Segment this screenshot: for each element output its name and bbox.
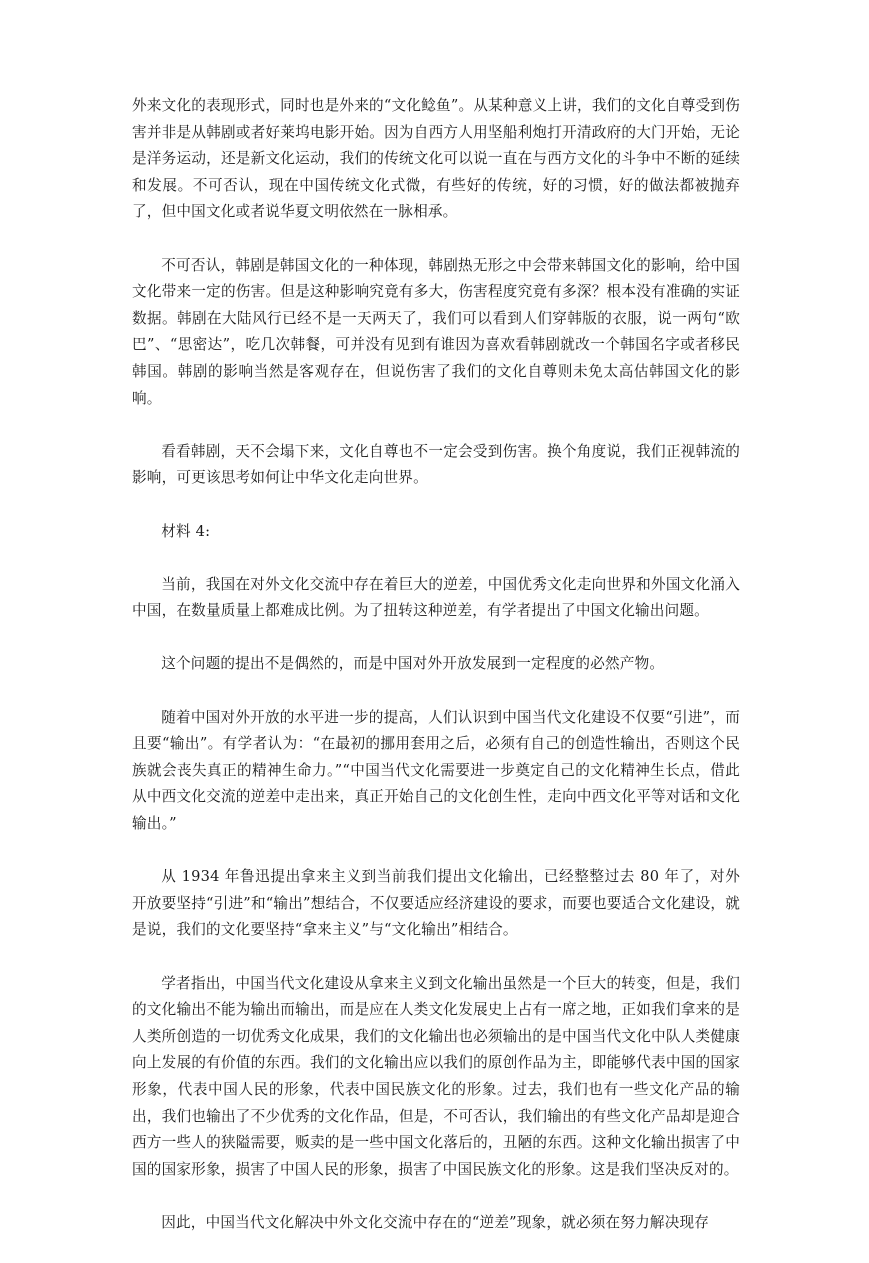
document-body [132,93,740,1263]
section-heading-material-4: 材料 4: [161,522,211,540]
paragraph: 当前，我国在对外文化交流中存在着巨大的逆差，中国优秀文化走向世界和外国文化涌入中国，在数量质量上都难成比例。为了扭转这种逆差，有学者提出了中国文化输出问题。 [132,575,740,620]
paragraph: 看看韩剧，天不会塌下来，文化自尊也不一定会受到伤害。换个角度说，我们正视韩流的影响，可更该思考如何让中华文化走向世界。 [132,442,740,487]
paragraph-truncated: 因此，中国当代文化解决中外文化交流中存在的“逆差”现象，就必须在努力解决现存 [161,1213,710,1231]
paragraph-continuation: 外来文化的表现形式，同时也是外来的“文化鲶鱼”。从某种意义上讲，我们的文化自尊受到伤害并非是从韩剧或者好莱坞电影开始。因为自西方人用坚船利炮打开清政府的大门开始，无论是洋务运动，还是新文化运动，我们的传统文化可以说一直在与西方文化的斗争中不断的延续和发展。不可否认，现在中国传统文化式微，有些好的传统，好的习惯，好的做法都被抛弃了，但中国文化或者说华夏文明依然在一脉相承。 [132,97,740,221]
paragraph: 这个问题的提出不是偶然的，而是中国对外开放发展到一定程度的必然产物。 [161,655,665,673]
paragraph: 不可否认，韩剧是韩国文化的一种体现，韩剧热无形之中会带来韩国文化的影响，给中国文化带来一定的伤害。但是这种影响究竟有多大，伤害程度究竟有多深？根本没有准确的实证数据。韩剧在大陆风行已经不是一天两天了，我们可以看到人们穿韩版的衣服，说一两句“欧巴”、“思密达”，吃几次韩餐，可并没有见到有谁因为喜欢看韩剧就改一个韩国名字或者移民韩国。韩剧的影响当然是客观存在，但说伤害了我们的文化自尊则未免太高估韩国文化的影响。 [132,256,740,407]
paragraph: 从 1934 年鲁迅提出拿来主义到当前我们提出文化输出，已经整整过去 80 年了，对外开放要坚持“引进”和“输出”想结合，不仅要适应经济建设的要求，而要也要适合文化建设，就是说，我们的文化要坚持“拿来主义”与“文化输出”相结合。 [132,868,740,939]
paragraph: 学者指出，中国当代文化建设从拿来主义到文化输出虽然是一个巨大的转变，但是，我们的文化输出不能为输出而输出，而是应在人类文化发展史上占有一席之地，正如我们拿来的是人类所创造的一切优秀文化成果，我们的文化输出也必须输出的是中国当代文化中队人类健康向上发展的有价值的东西。我们的文化输出应以我们的原创作品为主，即能够代表中国的国家形象，代表中国人民的形象，代表中国民族文化的形象。过去，我们也有一些文化产品的输出，我们也输出了不少优秀的文化作品，但是，不可否认，我们输出的有些文化产品却是迎合西方一些人的狭隘需要，贩卖的是一些中国文化落后的，丑陋的东西。这种文化输出损害了中国的国家形象，损害了中国人民的形象，损害了中国民族文化的形象。这是我们坚决反对的。 [132,974,740,1178]
paragraph: 随着中国对外开放的水平进一步的提高，人们认识到中国当代文化建设不仅要“引进”，而且要“输出”。有学者认为：“在最初的挪用套用之后，必须有自己的创造性输出，否则这个民族就会丧失真正的精神生命力。”“中国当代文化需要进一步奠定自己的文化精神生长点，借此从中西文化交流的逆差中走出来，真正开始自己的文化创生性，走向中西文化平等对话和文化输出。” [132,708,740,833]
